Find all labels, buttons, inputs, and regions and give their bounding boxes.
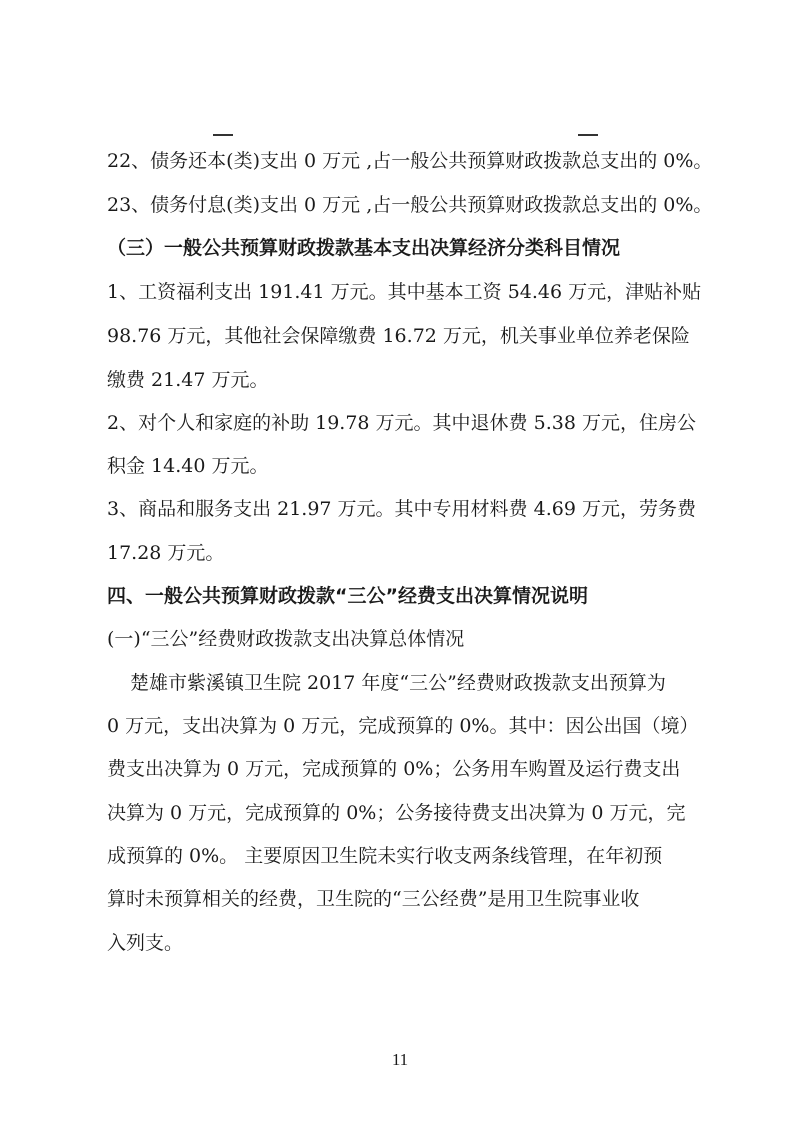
paragraph-line: 积金 14.40 万元。 (107, 455, 269, 477)
paragraph-line: 算时未预算相关的经费，卫生院的“三公经费”是用卫生院事业收 (107, 888, 640, 910)
line-23-debt-interest: 23、债务付息(类)支出 0 万元 ,占一般公共预算财政拨款总支出的 0%。 (107, 194, 713, 216)
paragraph-line: 缴费 21.47 万元。 (107, 369, 269, 391)
paragraph-line: 1、工资福利支出 191.41 万元。其中基本工资 54.46 万元，津贴补贴 (107, 281, 702, 303)
paragraph-line: 入列支。 (107, 932, 184, 954)
section-heading-4: 四、一般公共预算财政拨款“三公”经费支出决算情况说明 (107, 585, 588, 607)
page-number: 11 (391, 1050, 409, 1069)
paragraph-line: 决算为 0 万元，完成预算的 0%；公务接待费支出决算为 0 万元，完 (107, 802, 686, 824)
paragraph-line: 17.28 万元。 (107, 542, 225, 564)
paragraph-line: 0 万元，支出决算为 0 万元，完成预算的 0%。其中：因公出国（境） (107, 715, 699, 737)
scan-mark-left (213, 134, 233, 136)
paragraph-line: 成预算的 0%。 主要原因卫生院未实行收支两条线管理，在年初预 (107, 845, 663, 867)
scan-mark-right (578, 134, 598, 136)
section-heading-3: （三）一般公共预算财政拨款基本支出决算经济分类科目情况 (107, 237, 621, 259)
paragraph-line: 3、商品和服务支出 21.97 万元。其中专用材料费 4.69 万元，劳务费 (107, 498, 696, 520)
line-22-debt-principal: 22、债务还本(类)支出 0 万元 ,占一般公共预算财政拨款总支出的 0%。 (107, 150, 713, 172)
paragraph-line: 98.76 万元，其他社会保障缴费 16.72 万元，机关事业单位养老保险 (107, 325, 690, 347)
paragraph-line: 2、对个人和家庭的补助 19.78 万元。其中退休费 5.38 万元，住房公 (107, 412, 696, 434)
paragraph-line: 费支出决算为 0 万元，完成预算的 0%；公务用车购置及运行费支出 (107, 758, 681, 780)
paragraph-line: 楚雄市紫溪镇卫生院 2017 年度“三公”经费财政拨款支出预算为 (130, 672, 666, 694)
subsection-heading-1: (一)“三公”经费财政拨款支出决算总体情况 (107, 628, 465, 650)
